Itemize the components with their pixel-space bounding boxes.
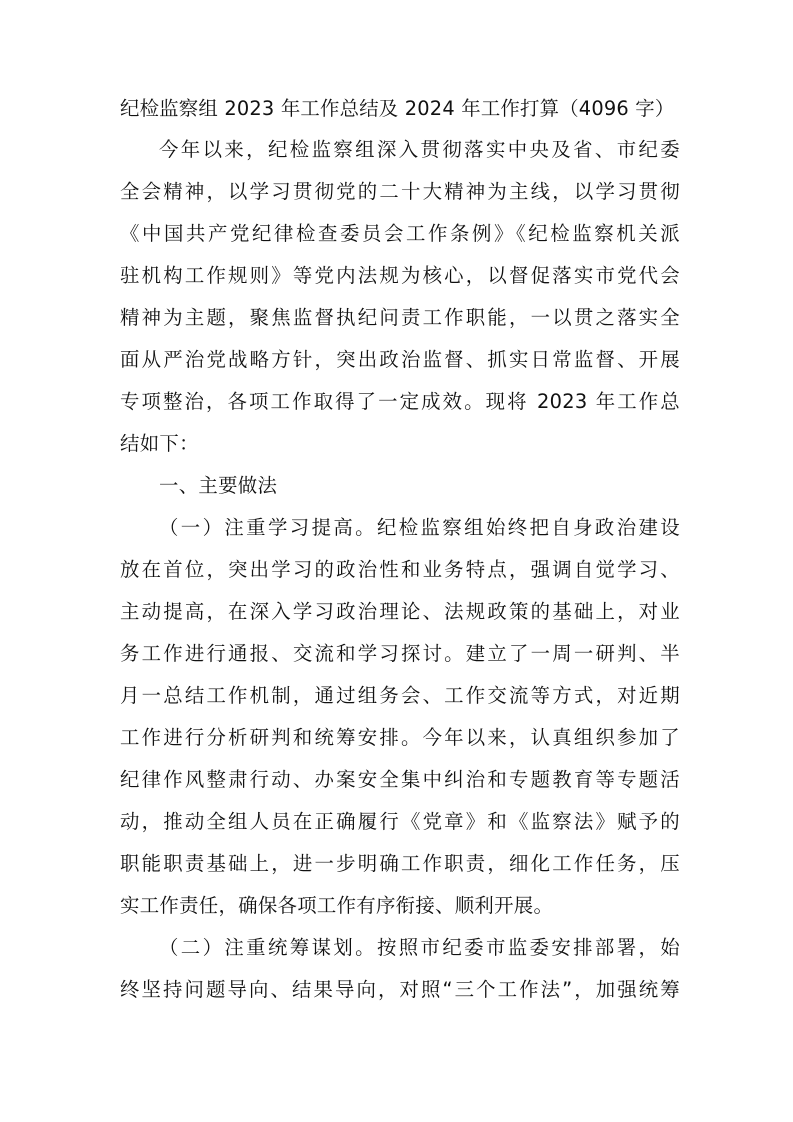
paragraph-line: 《中国共产党纪律检查委员会工作条例》《纪检监察机关派 [120,222,680,245]
paragraph-line: 面从严治党战略方针，突出政治监督、抓实日常监督、开展 [120,348,680,371]
paragraph-line: 全会精神，以学习贯彻党的二十大精神为主线，以学习贯彻 [120,180,680,203]
paragraph-line: （二）注重统筹谋划。按照市纪委市监委安排部署，始 [159,936,680,959]
paragraph-line: 务工作进行通报、交流和学习探讨。建立了一周一研判、半 [120,642,680,665]
section-heading: 一、主要做法 [159,474,278,497]
paragraph-line: 放在首位，突出学习的政治性和业务特点，强调自觉学习、 [120,558,680,581]
paragraph-line: 职能职责基础上，进一步明确工作职责，细化工作任务，压 [120,852,680,875]
paragraph-line: 主动提高，在深入学习政治理论、法规政策的基础上，对业 [120,600,680,623]
paragraph-line: （一）注重学习提高。纪检监察组始终把自身政治建设 [159,516,680,539]
paragraph-line: 纪律作风整肃行动、办案安全集中纠治和专题教育等专题活 [120,768,680,791]
document-title: 纪检监察组 2023 年工作总结及 2024 年工作打算（4096 字） [120,97,675,120]
paragraph-line: 动，推动全组人员在正确履行《党章》和《监察法》赋予的 [120,810,680,833]
paragraph-line: 驻机构工作规则》等党内法规为核心，以督促落实市党代会 [120,264,680,287]
paragraph-line: 月一总结工作机制，通过组务会、工作交流等方式，对近期 [120,684,680,707]
paragraph-line: 今年以来，纪检监察组深入贯彻落实中央及省、市纪委 [159,138,680,161]
paragraph-line: 专项整治，各项工作取得了一定成效。现将 2023 年工作总 [120,390,680,413]
paragraph-line: 实工作责任，确保各项工作有序衔接、顺利开展。 [120,894,554,917]
paragraph-line: 精神为主题，聚焦监督执纪问责工作职能，一以贯之落实全 [120,306,680,329]
paragraph-line: 终坚持问题导向、结果导向，对照“三个工作法”，加强统筹 [120,978,680,1001]
paragraph-line: 工作进行分析研判和统筹安排。今年以来，认真组织参加了 [120,726,680,749]
paragraph-line: 结如下： [120,432,199,455]
